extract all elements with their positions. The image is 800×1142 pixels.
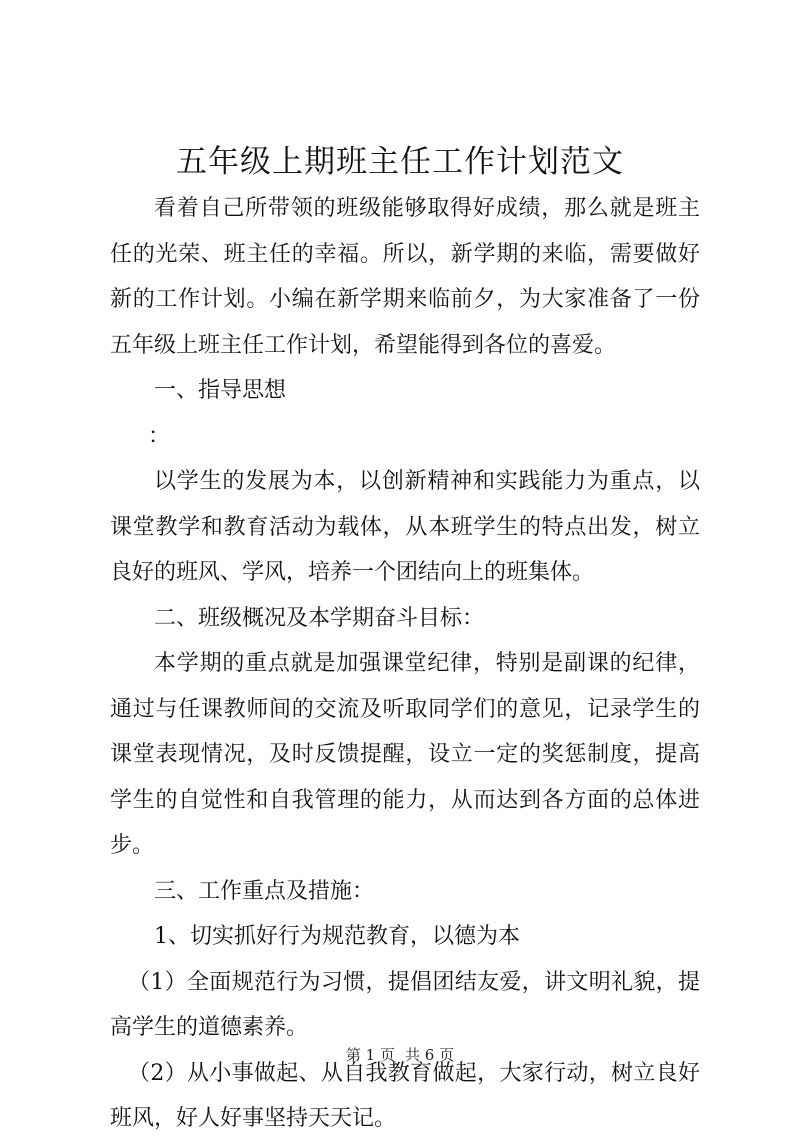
- guiding-thought-paragraph: 以学生的发展为本，以创新精神和实践能力为重点，以课堂教学和教育活动为载体，从本班学生的特点出发，树立良好的班风、学风，培养一个团结向上的班集体。: [110, 469, 700, 585]
- colon-line: ：: [148, 423, 171, 449]
- page-footer: [0, 1045, 800, 1065]
- sub-item-1: （1）全面规范行为习惯，提倡团结友爱，讲文明礼貌，提高学生的道德素养。: [110, 969, 700, 1040]
- list-item-behavior-education: 1、切实抓好行为规范教育，以德为本: [154, 924, 520, 949]
- document-title: 五年级上期班主任工作计划范文: [176, 144, 624, 180]
- page-total: 共 6 页: [405, 1046, 455, 1064]
- class-goals-paragraph: 本学期的重点就是加强课堂纪律，特别是副课的纪律，通过与任课教师间的交流及听取同学们的意见，记录学生的课堂表现情况，及时反馈提醒，设立一定的奖惩制度，提高学生的自觉性和自我管理的能力，从而达到各方面的总体进步。: [110, 651, 700, 858]
- section-heading-guiding-thought: 一、指导思想: [154, 378, 287, 403]
- page-number: 第 1 页: [345, 1046, 395, 1064]
- document-body: [110, 186, 700, 1142]
- section-heading-key-work: 三、工作重点及措施：: [154, 878, 375, 904]
- sub-item-2: （2）从小事做起、从自我教育做起，大家行动，树立良好班风，好人好事坚持天天记。: [110, 1060, 700, 1131]
- section-heading-class-overview: 二、班级概况及本学期奋斗目标：: [154, 605, 485, 631]
- intro-paragraph: 看着自己所带领的班级能够取得好成绩，那么就是班主任的光荣、班主任的幸福。所以，新学期的来临，需要做好新的工作计划。小编在新学期来临前夕，为大家准备了一份五年级上班主任工作计划，希望能得到各位的喜爱。: [110, 196, 700, 358]
